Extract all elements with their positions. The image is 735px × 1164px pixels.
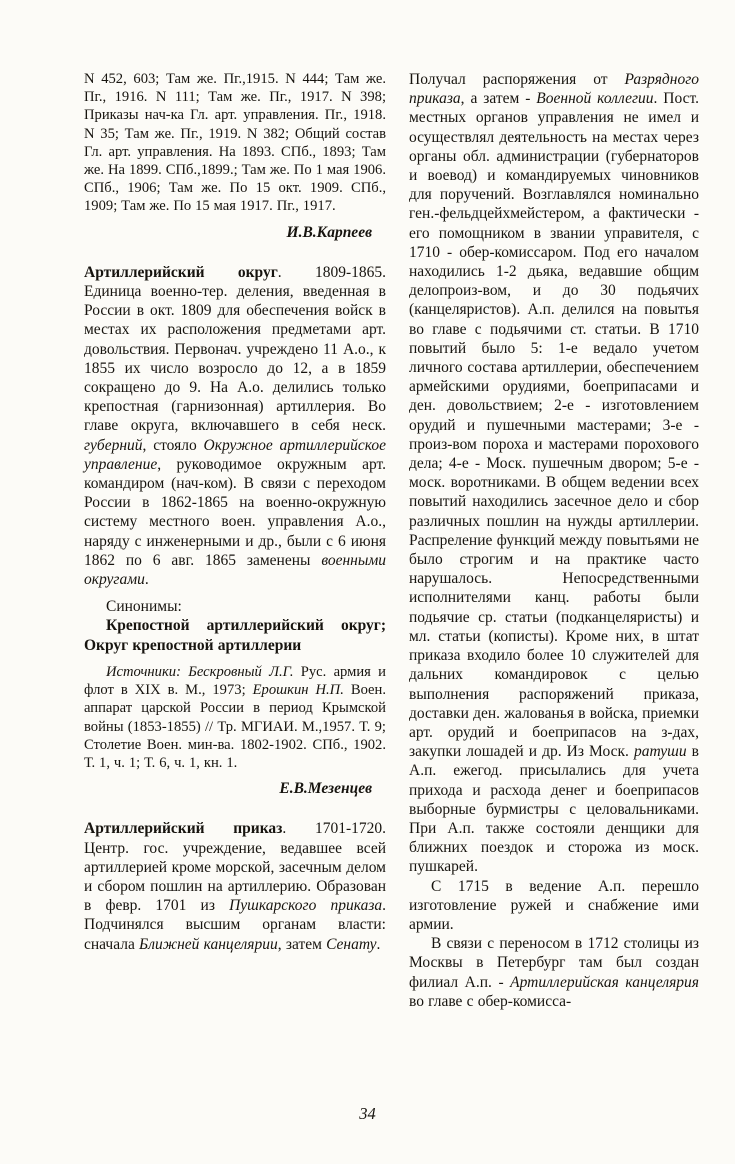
- text-segment: , руководимое окружным арт. командиром (нач-ком). В связи с переходом России в 1862-1865 на военно-окружную систему местного воен. управления А.о., наряду с инженерными и др., были с 6 июня 1862 по 6 авг. 1865 заменены: [84, 455, 386, 569]
- page-number: 34: [359, 1104, 376, 1123]
- text-segment: С 1715 в ведение А.п. перешло изготовление ружей и снабжение ими армии.: [409, 877, 699, 933]
- article-okrug-lead-paragraph: [84, 263, 386, 589]
- article-prikaz-continuation-paragraph: [409, 70, 699, 877]
- text-segment: Крепостной артиллерийский округ; Округ крепостной артиллерии: [84, 617, 386, 654]
- synonyms-label: Синонимы:: [106, 598, 182, 616]
- text-segment: военными округами: [84, 551, 386, 589]
- text-segment: . Пост. местных органов управления не имел и осуществлял деятельность на местах через органы обл. администрации (губернаторов и воевод) и командируемых чиновников для поручений. Возглавлялся номинально ген.-фельдцейхмейстером, а фактически - его помощником в звании управителя, с 1710 - обер-комиссаром. Под его началом находились 1-2 дьяка, ведавшие общим делопроиз-вом, и до 30 подьячих (канцеляристов). А.п. делился на повытья во главе с подьячими ст. статьи. В 1710 повытий было 5: 1-е ведало учетом личного состава артиллерии, обеспечением армейскими орудиями, боеприпасами и ден. довольствием; 2-е - изготовлением орудий и пушечными мастерами; 3-е - произ-вом пороха и мастерами порохового дела; 4-е - Моск. пушечным двором; 5-е - моск. воротниками. В общем ведении всех повытий находились засечное дело и сбор различных пошлин на нужды артиллерии. Распреление функций между повытьями не было строгим и на практике часто нарушалось. Непосредственными исполнителями канц. работы были подьячие ср. статьи (подканцеляристы) и мл. статьи (кописты). Кроме них, в штат приказа входило более 10 служителей для дальних командировок с целью выполнения распоряжений приказа, доставки ден. жалованья в войска, приемки арт. орудий и боеприпасов на з-дах, закупки лошадей и др. Из Моск.: [409, 90, 699, 761]
- text-segment: .: [144, 571, 149, 589]
- author-signature-mezentsev: Е.В.Мезенцев: [279, 780, 372, 798]
- synonyms-list: [84, 616, 386, 654]
- text-segment: во главе с обер-комисса-: [409, 992, 572, 1010]
- article-prikaz-paragraph-3: [409, 934, 699, 1011]
- text-segment: Воен. аппарат царской России в период Крымской войны (1853-1855) // Тр. МГИАИ. М.,1957. Т. 9; Столетие Воен. мин-ва. 1802-1902. СПб., 1902. Т. 1, ч. 1; Т. 6, ч. 1, кн. 1.: [84, 682, 386, 771]
- text-segment: В связи с переносом в 1712 столицы из Москвы в Петербург там был создан филиал А.п. -: [409, 935, 699, 991]
- text-segment: .: [376, 935, 381, 953]
- text-segment: Артиллерийская канцелярия: [510, 973, 699, 991]
- text-segment: Окружное артиллерийское управление: [84, 436, 386, 473]
- text-segment: Рус. армия и флот в XIX в. М., 1973;: [84, 663, 386, 699]
- right-column: [409, 70, 699, 1011]
- text-segment: Пушкарского приказа: [229, 897, 383, 915]
- text-segment: Ерошкин Н.П.: [252, 682, 344, 699]
- text-segment: Ближней канцелярии: [139, 935, 278, 953]
- text-segment: , затем: [277, 935, 327, 953]
- text-segment: Разрядного приказа: [409, 71, 699, 108]
- text-segment: Сенату: [326, 935, 377, 953]
- text-segment: Военной коллегии: [536, 90, 654, 108]
- article-prikaz-paragraph-2: [409, 877, 699, 935]
- text-segment: , а затем -: [460, 90, 537, 108]
- text-segment: в А.п. ежегод. присылались для учета прихода и расхода денег и боеприпасов выборные бурмистры с целовальниками. При А.п. также состояли денщики для ближних поездок и сторожа из моск. пушкарей.: [409, 743, 699, 876]
- text-segment: , стояло: [142, 436, 204, 454]
- text-segment: . Подчинялся высшим органам власти: сначала: [84, 897, 386, 953]
- text-segment: N 452, 603; Там же. Пг.,1915. N 444; Там же. Пг., 1916. N 111; Там же. Пг., 1917. N 398; Приказы нач-ка Гл. арт. управления. Пг., 1918. N 35; Там же. Пг., 1919. N 382; Общий состав Гл. арт. управления. На 1893. СПб., 1893; Там же. На 1899. СПб.,1899.; Там же. По 1 мая 1906. СПб., 1906; Там же. По 15 окт. 1909. СПб., 1909; Там же. По 15 мая 1917. Пг., 1917.: [84, 71, 386, 215]
- text-segment: Источники: Бескровный Л.Г.: [106, 663, 294, 680]
- text-segment: Артиллерийский округ: [84, 263, 278, 281]
- author-signature-karpeev: И.В.Карпеев: [286, 223, 372, 241]
- text-segment: . 1809-1865. Единица военно-тер. деления, введенная в России в окт. 1809 для обеспечения войск в местах их расположения предметами арт. довольствия. Первонач. учреждено 11 А.о., к 1855 их число возросло до 12, а в 1859 сокращено до 9. На А.о. делились только крепостная (гарнизонная) артиллерия. Во главе округа, включавшего в себя неск.: [84, 263, 386, 435]
- text-segment: . 1701-1720. Центр. гос. учреждение, ведавшее всей артиллерией кроме морской, засечным делом и сбором пошлин на артиллерию. Образован в февр. 1701 из: [84, 820, 386, 915]
- text-segment: губерний: [84, 436, 143, 454]
- text-segment: ратуши: [633, 743, 687, 761]
- two-column-text-layout: [84, 70, 699, 1011]
- bibliography-continued-paragraph: [84, 70, 386, 216]
- left-column: [84, 70, 386, 1011]
- sources-paragraph: [84, 663, 386, 772]
- text-segment: Получал распоряжения от: [409, 71, 625, 88]
- text-segment: Артиллерийский приказ: [84, 820, 283, 838]
- article-prikaz-lead-paragraph: [84, 819, 386, 953]
